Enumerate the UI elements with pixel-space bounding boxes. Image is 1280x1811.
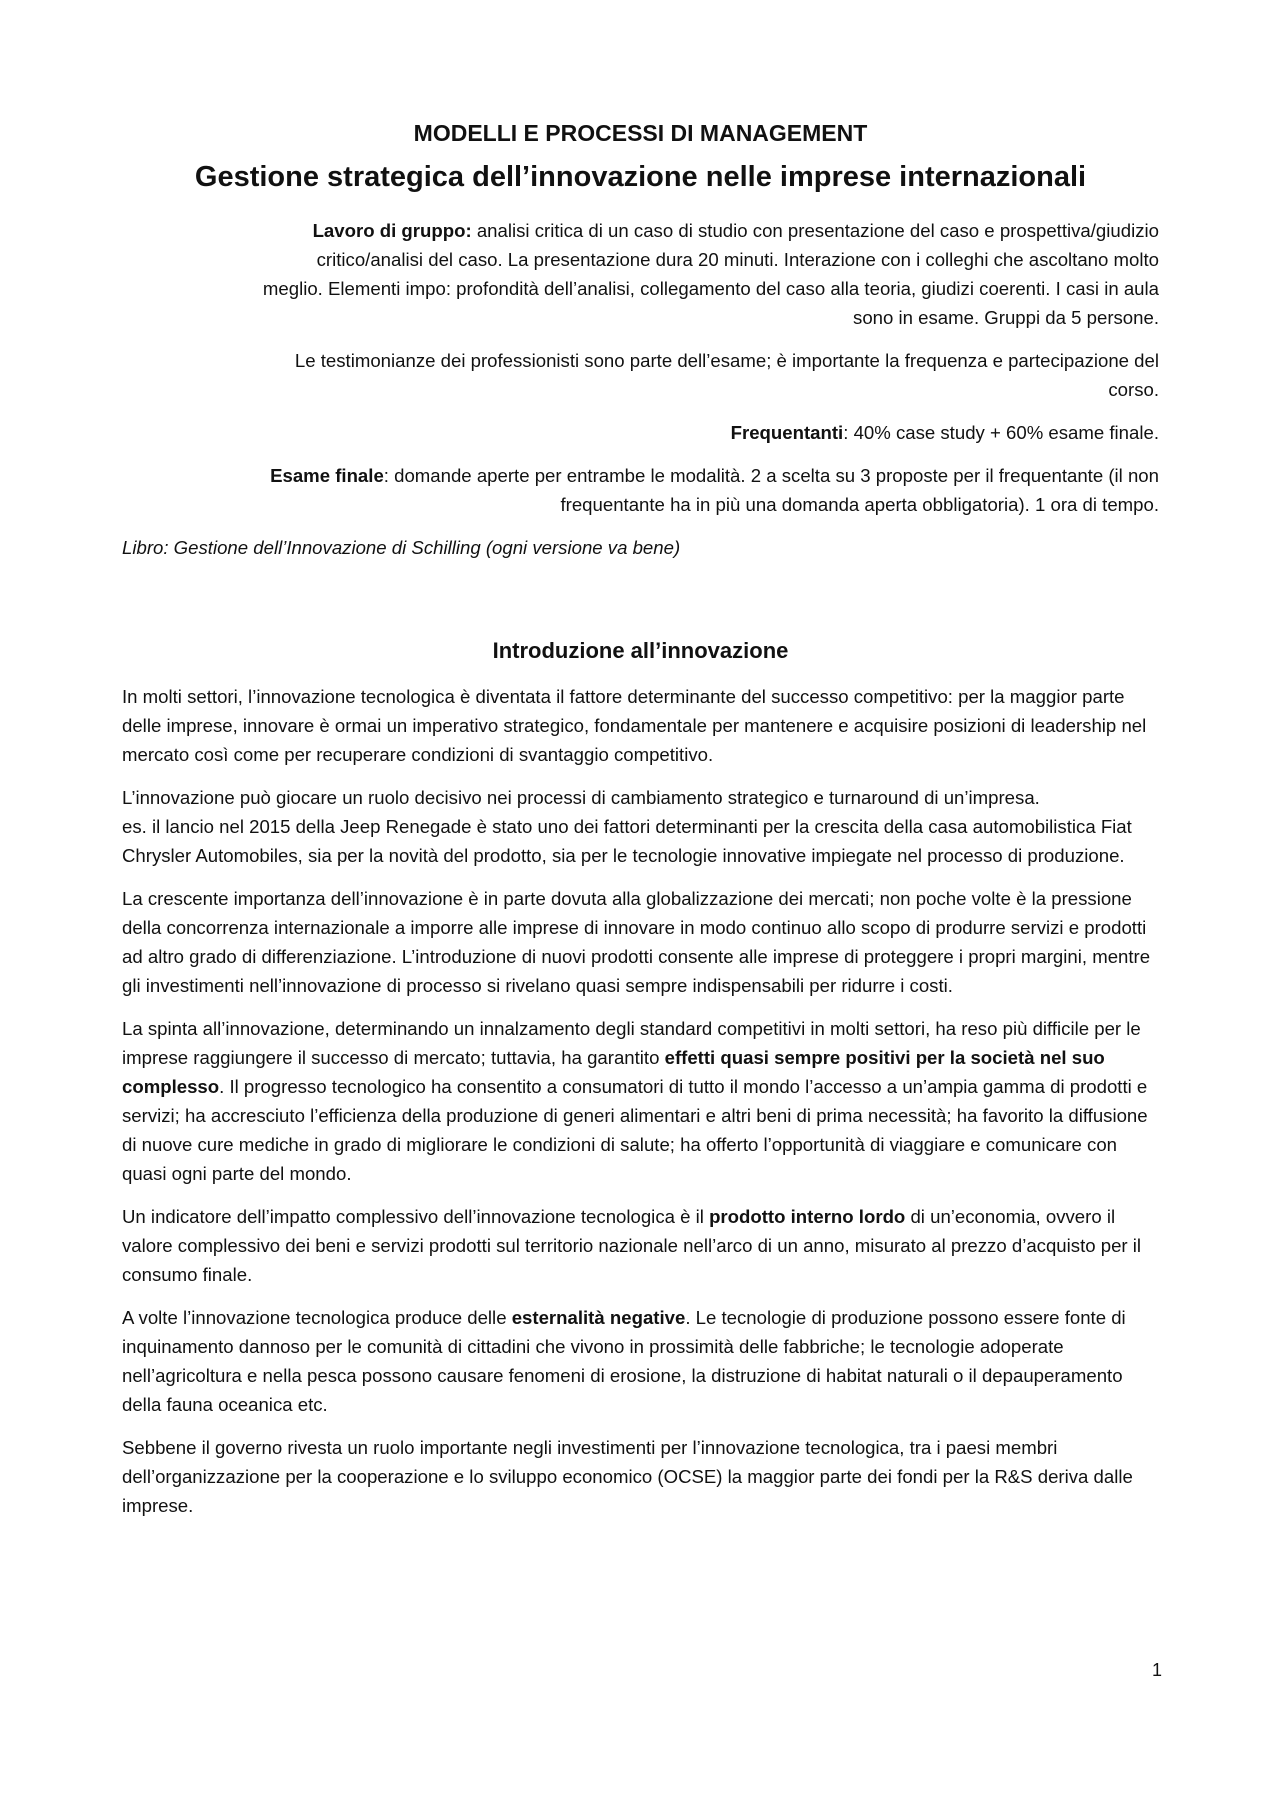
section-title: Introduzione all’innovazione xyxy=(492,638,789,663)
final-exam-label: Esame finale xyxy=(270,465,384,486)
subject-title: Gestione strategica dell’innovazione nelle imprese internazionali xyxy=(194,161,1087,193)
group-work-paragraph xyxy=(122,216,1159,332)
paragraph-3: La crescente importanza dell’innovazione è in parte dovuta alla globalizzazione dei mercati; non poche volte è la pressione della concorrenza internazionale a imporre alle imprese di innovare in modo continuo allo scopo di produrre servizi e prodotti ad altro grado di differenziazione. L’introduzione di nuovi prodotti consente alle imprese di proteggere i propri margini, mentre gli investimenti nell’innovazione di processo si rivelano quasi sempre indispensabili per ridurre i costi. xyxy=(122,888,1151,996)
paragraph-6-bold: esternalità negative xyxy=(511,1307,686,1328)
final-exam-line-1: : domande aperte per entrambe le modalità. 2 a scelta su 3 proposte per il frequentante (il non xyxy=(383,465,1159,486)
group-work-line-4: sono in esame. Gruppi da 5 persone. xyxy=(853,307,1159,328)
testimonials-line-1: Le testimonianze dei professionisti sono parte dell’esame; è importante la frequenza e partecipazione del xyxy=(294,350,1159,371)
group-work-label: Lavoro di gruppo: xyxy=(312,220,472,241)
group-work-line-3: meglio. Elementi impo: profondità dell’analisi, collegamento del caso alla teoria, giudizi coerenti. I casi in aula xyxy=(262,278,1159,299)
paragraph-7: Sebbene il governo rivesta un ruolo importante negli investimenti per l’innovazione tecnologica, tra i paesi membri dell’organizzazione per la cooperazione e lo sviluppo economico (OCSE) la maggior parte dei fondi per la R&S deriva dalle imprese. xyxy=(122,1437,1133,1516)
paragraph-2-line-1: L’innovazione può giocare un ruolo decisivo nei processi di cambiamento strategico e turnaround di un’impresa. xyxy=(122,787,1040,808)
paragraph-2-example: es. il lancio nel 2015 della Jeep Renegade è stato uno dei fattori determinanti per la crescita della casa automobilistica Fiat Chrysler Automobiles, sia per la novità del prodotto, sia per le tecnologie innovative impiegate nel processo di produzione. xyxy=(122,816,1132,866)
paragraph-5-text-b: di un’economia, ovvero il valore complessivo dei beni e servizi prodotti sul territorio nazionale nell’arco di un anno, misurato al prezzo d’acquisto per il consumo finale. xyxy=(122,1206,1142,1285)
page-number: 1 xyxy=(1151,1660,1162,1680)
group-work-line-1: analisi critica di un caso di studio con presentazione del caso e prospettiva/giudizio xyxy=(471,220,1159,241)
paragraph-6-text-b: . Le tecnologie di produzione possono essere fonte di inquinamento dannoso per le comunità di cittadini che vivono in prossimità delle fabbriche; le tecnologie adoperate nell’agricoltura e nella pesca possono causare fenomeni di erosione, la distruzione di habitat naturali o il depauperamento della fauna oceanica etc. xyxy=(122,1307,1126,1415)
paragraph-4-text-a: La spinta all’innovazione, determinando un innalzamento degli standard competitivi in molti settori, ha reso più difficile per le imprese raggiungere il successo di mercato; tuttavia, ha garantito xyxy=(122,1018,1141,1068)
paragraph-5-bold: prodotto interno lordo xyxy=(709,1206,906,1227)
paragraph-6 xyxy=(122,1303,1159,1419)
document-page xyxy=(122,120,1159,1534)
course-title: MODELLI E PROCESSI DI MANAGEMENT xyxy=(413,120,868,146)
paragraph-4-bold: effetti quasi sempre positivi per la società nel suo complesso xyxy=(122,1047,1105,1097)
paragraph-1: In molti settori, l’innovazione tecnologica è diventata il fattore determinante del successo competitivo: per la maggior parte delle imprese, innovare è ormai un imperativo strategico, fondamentale per mantenere e acquisire posizioni di leadership nel mercato così come per recuperare condizioni di svantaggio competitivo. xyxy=(122,686,1147,765)
testimonials-line-2: corso. xyxy=(1108,379,1159,400)
attending-text: : 40% case study + 60% esame finale. xyxy=(843,422,1159,443)
attending-paragraph xyxy=(122,418,1159,447)
paragraph-6-text-a: A volte l’innovazione tecnologica produce delle xyxy=(122,1307,512,1328)
final-exam-paragraph xyxy=(122,461,1159,519)
testimonials-paragraph xyxy=(122,346,1159,404)
paragraph-4-text-b: . Il progresso tecnologico ha consentito a consumatori di tutto il mondo l’accesso a un’ampia gamma di prodotti e servizi; ha accresciuto l’efficienza della produzione di generi alimentari e altri beni di prima necessità; ha favorito la diffusione di nuove cure mediche in grado di migliorare le condizioni di salute; ha offerto l’opportunità di viaggiare e comunicare con quasi ogni parte del mondo. xyxy=(122,1076,1148,1184)
final-exam-line-2: frequentante ha in più una domanda aperta obbligatoria). 1 ora di tempo. xyxy=(560,494,1159,515)
paragraph-2 xyxy=(122,783,1159,870)
paragraph-4 xyxy=(122,1014,1159,1188)
paragraph-5-text-a: Un indicatore dell’impatto complessivo dell’innovazione tecnologica è il xyxy=(122,1206,710,1227)
attending-label: Frequentanti xyxy=(730,422,844,443)
paragraph-5 xyxy=(122,1202,1159,1289)
book-reference: Libro: Gestione dell’Innovazione di Schilling (ogni versione va bene) xyxy=(122,537,681,558)
group-work-line-2: critico/analisi del caso. La presentazione dura 20 minuti. Interazione con i colleghi che ascoltano molto xyxy=(316,249,1159,270)
